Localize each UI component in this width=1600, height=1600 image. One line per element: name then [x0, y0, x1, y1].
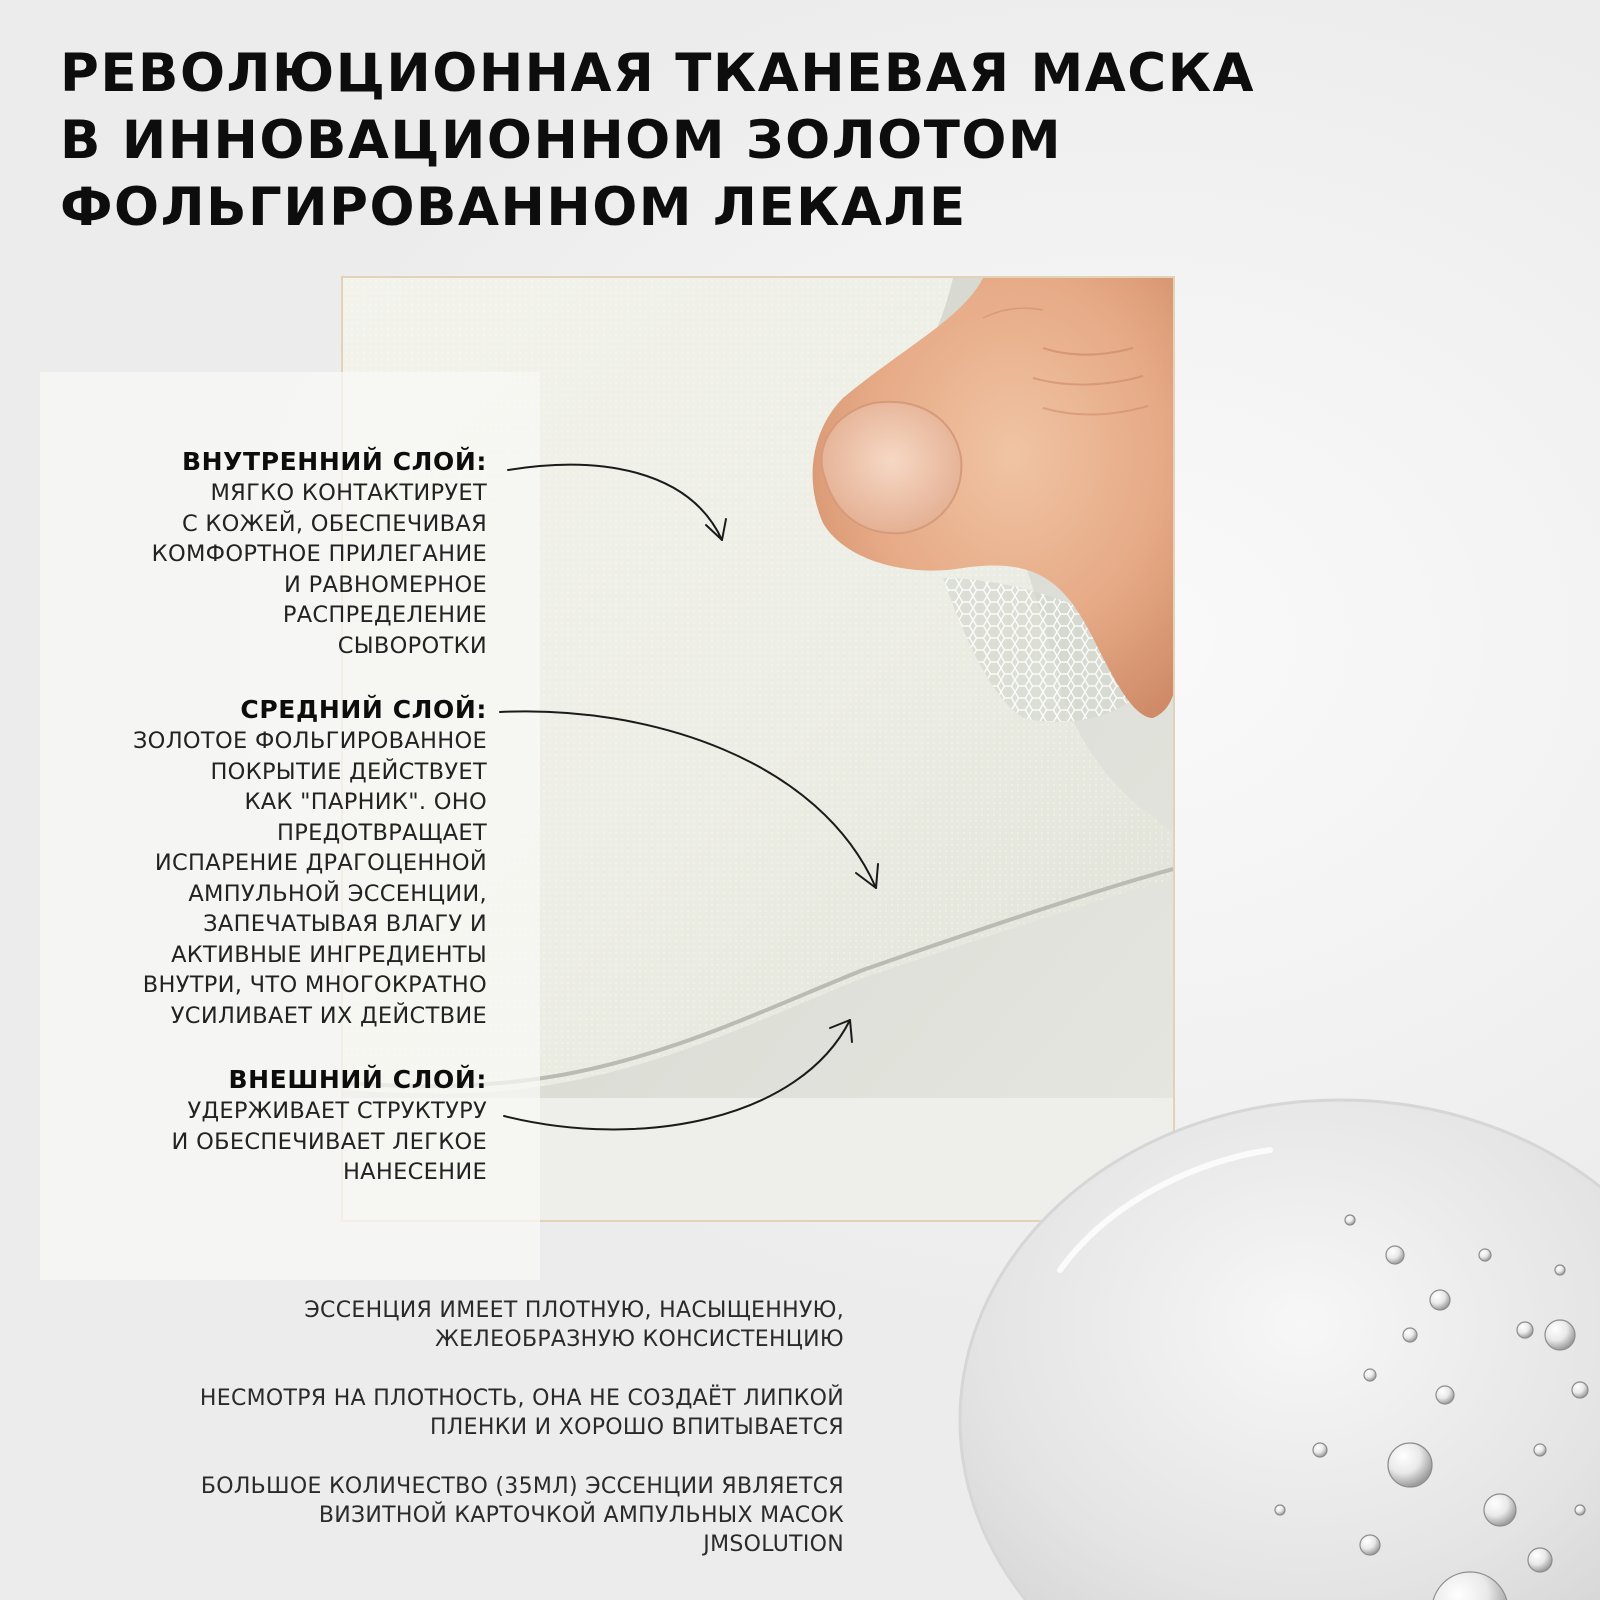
layer-line: С КОЖЕЙ, ОБЕСПЕЧИВАЯ — [181, 510, 487, 537]
outer-layer-block — [60, 1064, 487, 1188]
note-paragraph — [100, 1384, 844, 1442]
middle-layer-block — [60, 694, 487, 1031]
inner-layer-heading: ВНУТРЕННИЙ СЛОЙ: — [182, 447, 487, 476]
layer-line: КАК "ПАРНИК". ОНО — [244, 789, 487, 815]
note-paragraph — [100, 1296, 844, 1354]
layer-line: АМПУЛЬНОЙ ЭССЕНЦИИ, — [188, 880, 487, 907]
note-paragraph — [100, 1472, 844, 1559]
note-line: ЖЕЛЕОБРАЗНУЮ КОНСИСТЕНЦИЮ — [435, 1327, 844, 1352]
layer-line: И ОБЕСПЕЧИВАЕТ ЛЕГКОЕ — [171, 1128, 487, 1155]
layer-line: НАНЕСЕНИЕ — [342, 1159, 487, 1185]
note-line: БОЛЬШОЕ КОЛИЧЕСТВО (35МЛ) ЭССЕНЦИИ ЯВЛЯЕТСЯ — [200, 1474, 844, 1499]
note-line: ЭССЕНЦИЯ ИМЕЕТ ПЛОТНУЮ, НАСЫЩЕННУЮ, — [304, 1298, 844, 1323]
outer-layer-heading: ВНЕШНИЙ СЛОЙ: — [228, 1065, 487, 1094]
note-line: ВИЗИТНОЙ КАРТОЧКОЙ АМПУЛЬНЫХ МАСОК — [318, 1503, 844, 1528]
inner-layer-block — [60, 446, 487, 661]
title-line: РЕВОЛЮЦИОННАЯ ТКАНЕВАЯ МАСКА — [60, 43, 1256, 104]
layer-line: ЗОЛОТОЕ ФОЛЬГИРОВАННОЕ — [132, 728, 487, 754]
layer-line: АКТИВНЫЕ ИНГРЕДИЕНТЫ — [171, 941, 487, 968]
note-line: ПЛЕНКИ И ХОРОШО ВПИТЫВАЕТСЯ — [429, 1415, 844, 1440]
layer-line: КОМФОРТНОЕ ПРИЛЕГАНИЕ — [151, 541, 487, 567]
layer-line: УДЕРЖИВАЕТ СТРУКТУРУ — [187, 1098, 487, 1124]
essence-notes — [100, 1296, 844, 1589]
layer-line: МЯГКО КОНТАКТИРУЕТ — [210, 480, 487, 506]
layer-line: ПРЕДОТВРАЩАЕТ — [277, 819, 487, 846]
essence-droplet-image — [940, 1090, 1600, 1600]
layer-line: ПОКРЫТИЕ ДЕЙСТВУЕТ — [210, 758, 487, 785]
layer-line: И РАВНОМЕРНОЕ — [284, 571, 487, 598]
page-title — [60, 40, 1360, 241]
layer-line: ИСПАРЕНИЕ ДРАГОЦЕННОЙ — [154, 850, 487, 876]
layer-line: ЗАПЕЧАТЫВАЯ ВЛАГУ И — [203, 911, 487, 937]
note-line: НЕСМОТРЯ НА ПЛОТНОСТЬ, ОНА НЕ СОЗДАЁТ ЛИПКОЙ — [199, 1386, 844, 1411]
note-line: JMSOLUTION — [703, 1532, 844, 1557]
layer-line: УСИЛИВАЕТ ИХ ДЕЙСТВИЕ — [170, 1002, 487, 1029]
middle-layer-heading: СРЕДНИЙ СЛОЙ: — [240, 695, 487, 724]
title-line: ФОЛЬГИРОВАННОМ ЛЕКАЛЕ — [60, 177, 967, 238]
layer-line: СЫВОРОТКИ — [337, 632, 487, 659]
layer-line: РАСПРЕДЕЛЕНИЕ — [282, 602, 487, 628]
layer-line: ВНУТРИ, ЧТО МНОГОКРАТНО — [142, 972, 487, 998]
title-line: В ИННОВАЦИОННОМ ЗОЛОТОМ — [60, 110, 1063, 171]
